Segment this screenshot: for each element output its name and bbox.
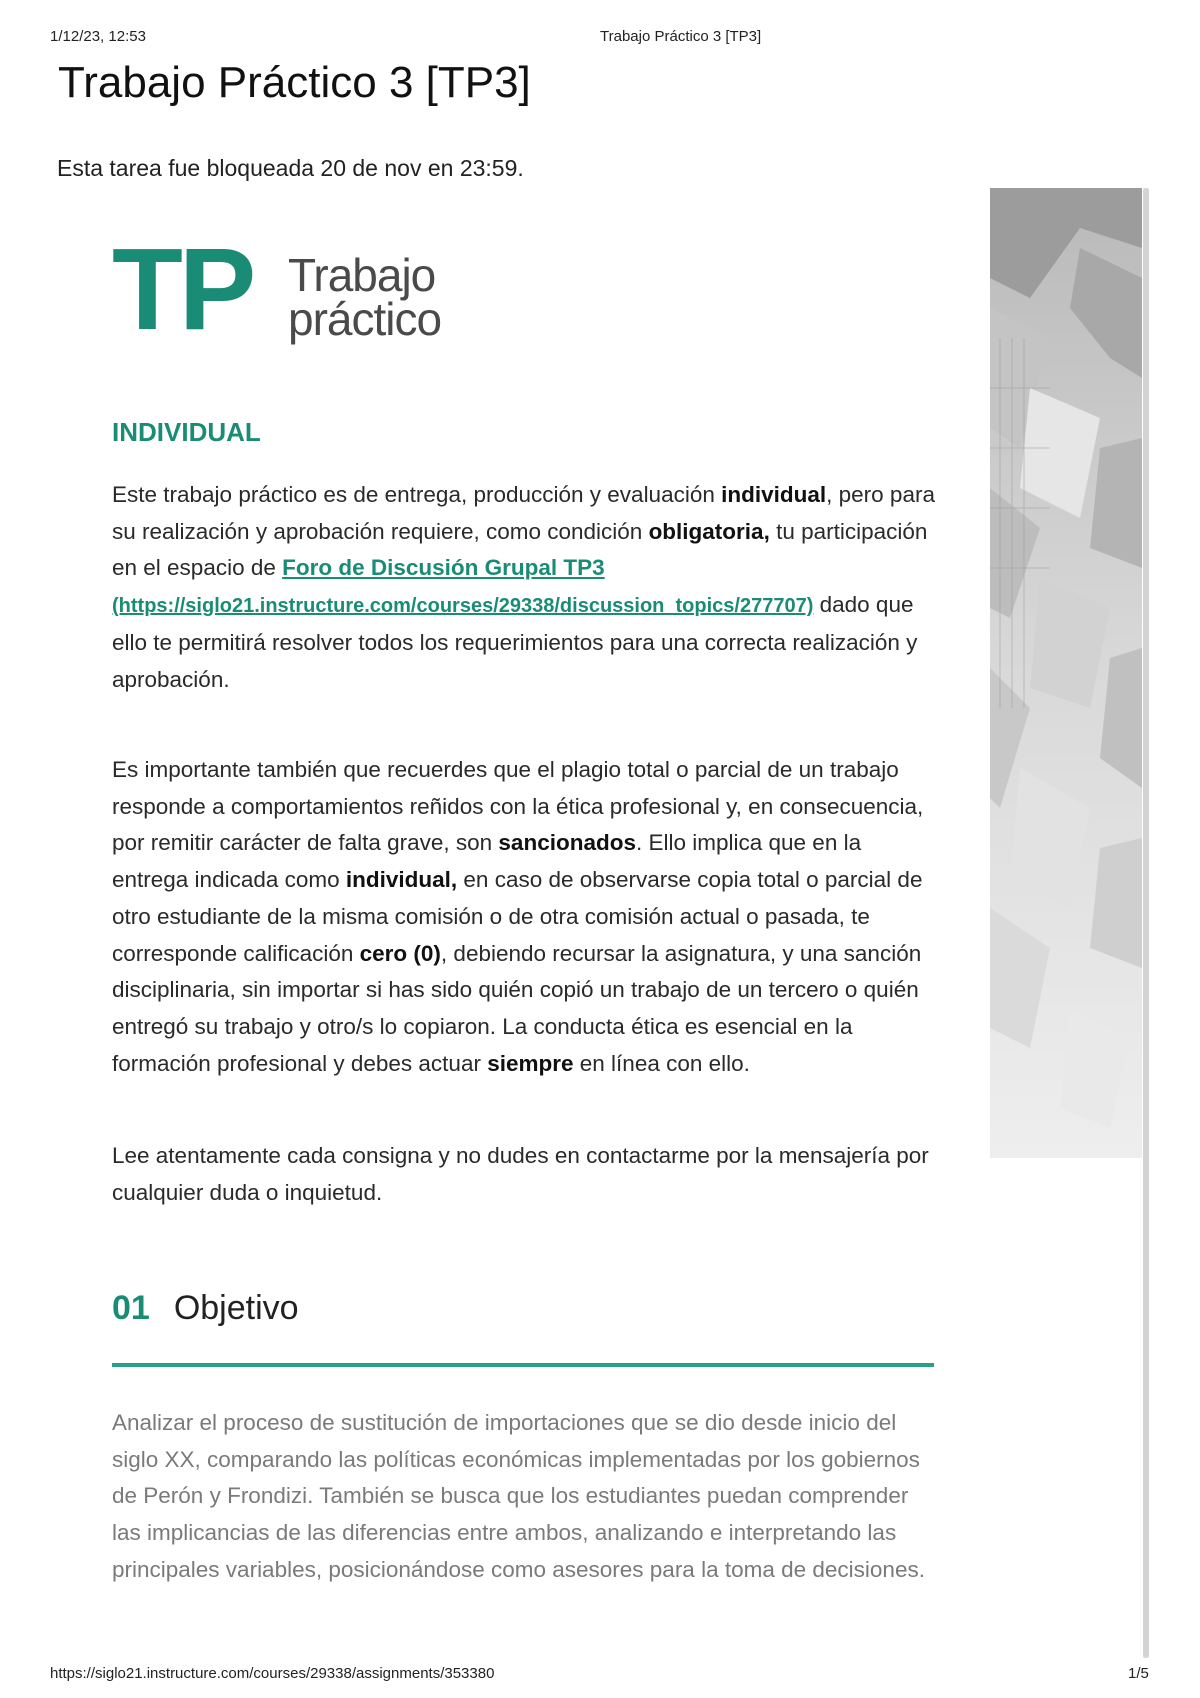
text-span: en línea con ello. [573,1050,750,1076]
bold-span: sancionados [498,830,636,856]
text-span: Este trabajo práctico es de entrega, producción y evaluación [112,482,722,507]
contact-paragraph [112,1138,942,1211]
forum-url-link[interactable]: (https://siglo21.instructure.com/courses/29338/discussion_topics/277707) [112,595,814,618]
plagiarism-paragraph [112,752,942,1082]
lock-notice: Esta tarea fue bloqueada 20 de nov en 23:59. [57,155,524,181]
section-divider [112,1363,934,1367]
text-span: Es importante también que recuerdes que el plagio total o parcial de un trabajo responde a comportamientos reñidos con la ética profesional y, en consecuencia, por remitir carácter de falta grave, son [112,757,924,856]
intro-paragraph [112,477,942,698]
forum-link[interactable]: Foro de Discusión Grupal TP3 [282,555,605,581]
print-header-title: Trabajo Práctico 3 [TP3] [600,28,762,45]
objective-text: Analizar el proceso de sustitución de importaciones que se dio desde inicio del siglo XX, comparando las políticas económicas implementadas por los gobiernos de Perón y Frondizi. También se busca que los estudiantes puedan comprender las implicancias de las diferencias entre ambos, analizando e interpretando las principales variables, posicionándose como asesores para la toma de decisiones. [112,1410,925,1582]
scrollbar-thumb[interactable] [1143,188,1149,1658]
print-footer-url: https://siglo21.instructure.com/courses/29338/assignments/353380 [50,1665,495,1682]
bold-span: individual, [345,867,458,893]
bold-span: siempre [487,1050,574,1076]
text-span: en caso de observarse copia total o parcial de otro estudiante de la misma comisión o de otra comisión actual o pasada, te corresponde calificación [112,867,923,966]
bold-span: obligatoria, [648,518,770,544]
logo-line2: práctico [288,293,442,345]
bold-span: cero (0) [359,940,441,966]
bold-span: individual [721,482,827,507]
section-heading [112,1289,299,1328]
print-footer-page: 1/5 [1128,1665,1149,1682]
logo-abbr: TP [112,224,253,354]
contact-text: Lee atentamente cada consigna y no dudes en contactarme por la mensajería por cualquier duda o inquietud. [112,1143,929,1205]
text-span: . Ello implica que en la entrega indicada como [112,830,862,893]
logo-line1: Trabajo [288,249,436,301]
text-span: tu participación en el espacio de [112,518,928,581]
section-number: 01 [112,1289,150,1327]
decorative-architecture-image [990,188,1142,1158]
text-span: , debiendo recursar la asignatura, y una sanción disciplinaria, sin importar si has sido quién copió un trabajo de un tercero o quién entregó su trabajo y otro/s lo copiaron. La conducta ética es esencial en la formación profesional y debes actuar [112,940,922,1076]
section-title: Objetivo [173,1289,299,1327]
text-span: , pero para su realización y aprobación requiere, como condición [112,482,935,544]
page-title: Trabajo Práctico 3 [TP3] [58,58,531,107]
text-span: dado que ello te permitirá resolver todos los requerimientos para una correcta realización y aprobación. [112,592,918,692]
individual-heading: INDIVIDUAL [112,417,261,447]
print-header-datetime: 1/12/23, 12:53 [50,28,146,45]
